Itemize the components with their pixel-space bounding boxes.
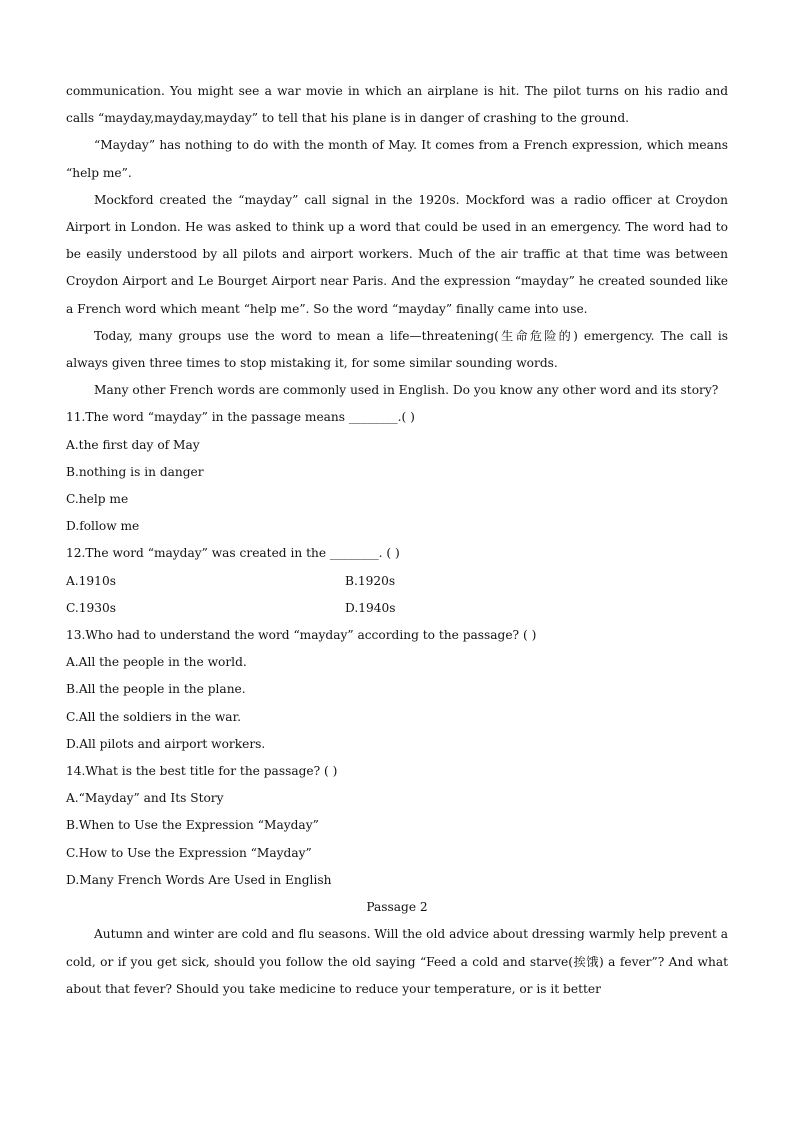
answer-option: A.the first day of May [66,437,200,452]
answer-option: C.1930s [66,600,117,615]
answer-option-row [66,568,728,595]
answer-option: B.1920s [345,573,396,588]
question-stem: 13.Who had to understand the word “mayday” according to the passage? ( ) [66,628,537,643]
question-13 [66,622,728,758]
answer-option: D.follow me [66,519,140,534]
answer-option: C.How to Use the Expression “Mayday” [66,845,312,860]
passage1-paragraph-5: Many other French words are commonly used in English. Do you know any other word and its story? [94,383,719,398]
passage2-title: Passage 2 [366,900,428,915]
passage1-paragraph-1: communication. You might see a war movie in which an airplane is hit. The pilot turns on his radio and calls “mayday,mayday,mayday” to tell that his plane is in danger of crashing to the ground. [66,84,728,126]
answer-option: B.When to Use the Expression “Mayday” [66,818,319,833]
question-14 [66,758,728,894]
answer-option-row [66,595,728,622]
question-stem: 12.The word “mayday” was created in the ________. ( ) [66,546,400,561]
answer-option: B.All the people in the plane. [66,682,246,697]
answer-option: C.help me [66,492,129,507]
answer-option: A.All the people in the world. [66,655,247,670]
question-11 [66,404,728,540]
question-stem: 11.The word “mayday” in the passage means ________.( ) [66,410,415,425]
answer-option: D.All pilots and airport workers. [66,736,266,751]
answer-option: B.nothing is in danger [66,464,204,479]
question-12 [66,540,728,622]
document-page [66,78,728,1003]
answer-option: D.Many French Words Are Used in English [66,872,332,887]
answer-option: C.All the soldiers in the war. [66,709,241,724]
answer-option: A.1910s [66,573,116,588]
passage1-paragraph-4: Today, many groups use the word to mean a life—threatening(生命危险的) emergency. The call is always given three times to stop mistaking it, for some similar sounding words. [66,328,728,371]
answer-option: A.“Mayday” and Its Story [66,791,224,806]
passage1-paragraph-2: “Mayday” has nothing to do with the month of May. It comes from a French expression, which means “help me”. [66,138,728,180]
passage2-paragraph-1: Autumn and winter are cold and flu seasons. Will the old advice about dressing warmly help prevent a cold, or if you get sick, should you follow the old saying “Feed a cold and starve(挨饿) a fever”? And what about that fever? Should you take medicine to reduce your temperature, or is it better [66,927,728,996]
answer-option: D.1940s [345,600,396,615]
passage1-paragraph-3: Mockford created the “mayday” call signal in the 1920s. Mockford was a radio officer at Croydon Airport in London. He was asked to think up a word that could be used in an emergency. The word had to be easily understood by all pilots and airport workers. Much of the air traffic at that time was between Croydon Airport and Le Bourget Airport near Paris. And the expression “mayday” he created sounded like a French word which meant “help me”. So the word “mayday” finally came into use. [66,192,728,316]
question-stem: 14.What is the best title for the passage? ( ) [66,764,338,779]
